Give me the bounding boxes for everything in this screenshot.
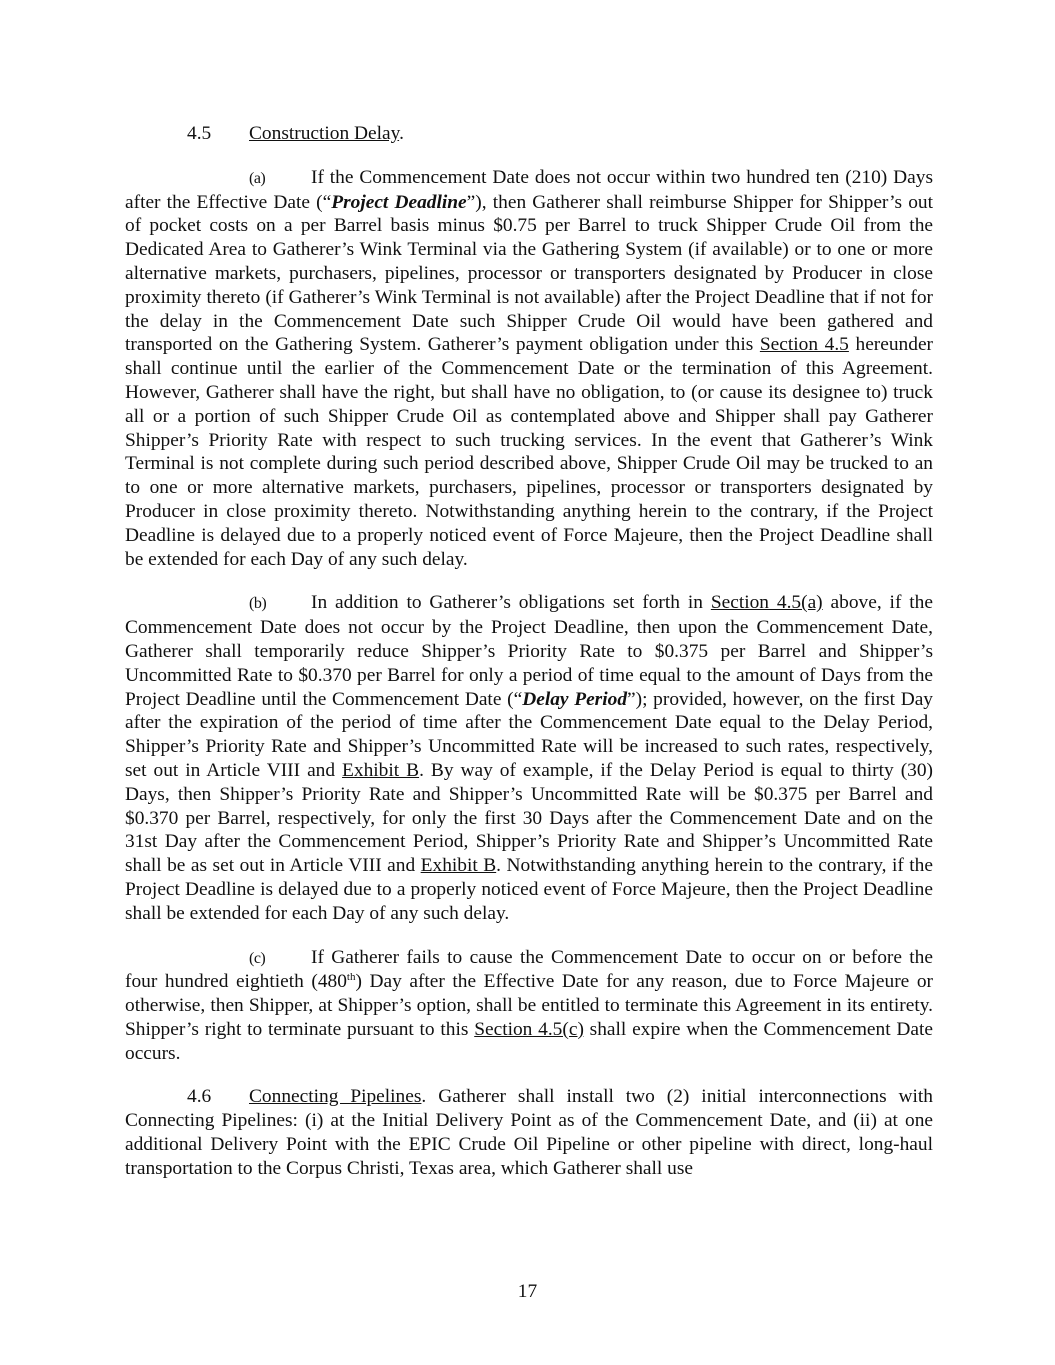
paragraph-text: ”); provided, however, on the first Day after the expiration of the period of time after the Commencement Date equal to the Delay Period, Shipper’s Priority Rate and Shipper’s Uncommitted Rate will be increased to such rates, respectively, set out in Article VIII and [125,688,933,781]
section-reference: Section 4.5(a) [710,592,823,614]
paragraph-label: (b) [249,595,267,613]
paragraph-text: above, if the Commencement Date does not occur by the Project Deadline, then upon the Commencement Date, Gatherer shall temporarily reduce Shipper’s Priority Rate to $0.375 per Barrel and Shipper’s Uncommitted Rate to $0.370 per Barrel for only a period of time equal to the amount of Days from the Project Deadline until the Commencement Date (“ [125,592,933,710]
exhibit-reference: Exhibit B [342,759,420,781]
paragraph-4-5-c [125,946,933,1066]
ordinal-suffix: th [346,971,356,984]
section-number: 4.6 [187,1086,212,1108]
section-4-6 [125,1085,933,1180]
paragraph-text: If Gatherer fails to cause the Commencement Date to occur on or before the four hundred eightieth (480 [125,946,933,993]
section-title: Connecting Pipelines [249,1086,422,1108]
title-period: . [421,1086,427,1108]
page-number: 17 [517,1281,538,1302]
paragraph-4-5-b [125,591,933,925]
title-period: . [399,123,404,144]
section-title: Construction Delay [249,123,400,144]
paragraph-text: Gatherer shall install two (2) initial interconnections with Connecting Pipelines: (i) at the Initial Delivery Point as of the Commencement Date, and (ii) at one additional Delivery Point with the EPIC Crude Oil Pipeline or other pipeline with direct, long-haul transportation to the Corpus Christi, Texas area, which Gatherer shall use [125,1086,934,1179]
paragraph-text: shall expire when the Commencement Date occurs. [125,1018,933,1064]
section-reference: Section 4.5(c) [474,1018,584,1040]
paragraph-text: ”), then Gatherer shall reimburse Shipper for Shipper’s out of pocket costs on a per Barrel basis minus $0.75 per Barrel to truck Shipper Crude Oil from the Dedicated Area to Gatherer’s Wink Terminal via the Gathering System (if available) or to one or more alternative markets, purchasers, pipelines, processor or transporters designated by Producer in close proximity thereto (if Gatherer’s Wink Terminal is not available) after the Project Deadline that if not for the delay in the Commencement Date such Shipper Crude Oil would have been gathered and transported on the Gathering System. Gatherer’s payment obligation under this [125,191,933,356]
paragraph-4-5-a [125,166,933,572]
paragraph-text: If the Commencement Date does not occur within two hundred ten (210) Days after the Effective Date (“ [125,166,933,213]
paragraph-text: In addition to Gatherer’s obligations set forth in [311,592,711,614]
document-page [125,122,933,1181]
section-number: 4.5 [187,123,212,144]
paragraph-text: . By way of example, if the Delay Period is equal to thirty (30) Days, then Shipper’s Priority Rate and Shipper’s Uncommitted Rate will be $0.375 per Barrel and $0.370 per Barrel, respectively, for only the first 30 Days after the Commencement Date and on the 31st Day after the Commencement Period, Shipper’s Priority Rate and Shipper’s Uncommitted Rate shall be as set out in Article VIII and [125,759,934,877]
defined-term: Delay Period [522,688,628,710]
exhibit-reference: Exhibit B [420,855,497,877]
paragraph-text: . Notwithstanding anything herein to the contrary, if the Project Deadline is delayed due to a properly noticed event of Force Majeure, then the Project Deadline shall be extended for each Day of any such delay. [125,855,933,924]
paragraph-text: hereunder shall continue until the earlier of the Commencement Date or the termination of this Agreement. However, Gatherer shall have the right, but shall have no obligation, to (or cause its designee to) truck all or a portion of such Shipper Crude Oil as contemplated above and Shipper shall pay Gatherer Shipper’s Priority Rate with respect to such trucking services. In the event that Gatherer’s Wink Terminal is not complete during such period described above, Shipper Crude Oil may be trucked to an to one or more alternative markets, purchasers, pipelines, processor or transporters designated by Producer in close proximity thereto. Notwithstanding anything herein to the contrary, if the Project Deadline is delayed due to a properly noticed event of Force Majeure, then the Project Deadline shall be extended for each Day of any such delay. [125,334,934,570]
section-4-5-heading [125,122,933,146]
paragraph-label: (a) [249,169,266,187]
defined-term: Project Deadline [331,191,467,213]
paragraph-label: (c) [249,949,266,967]
paragraph-text: ) Day after the Effective Date for any reason, due to Force Majeure or otherwise, then Shipper, at Shipper’s option, shall be entitled to terminate this Agreement in its entirety. Shipper’s right to terminate pursuant to this [125,971,933,1040]
section-reference: Section 4.5 [759,334,849,356]
